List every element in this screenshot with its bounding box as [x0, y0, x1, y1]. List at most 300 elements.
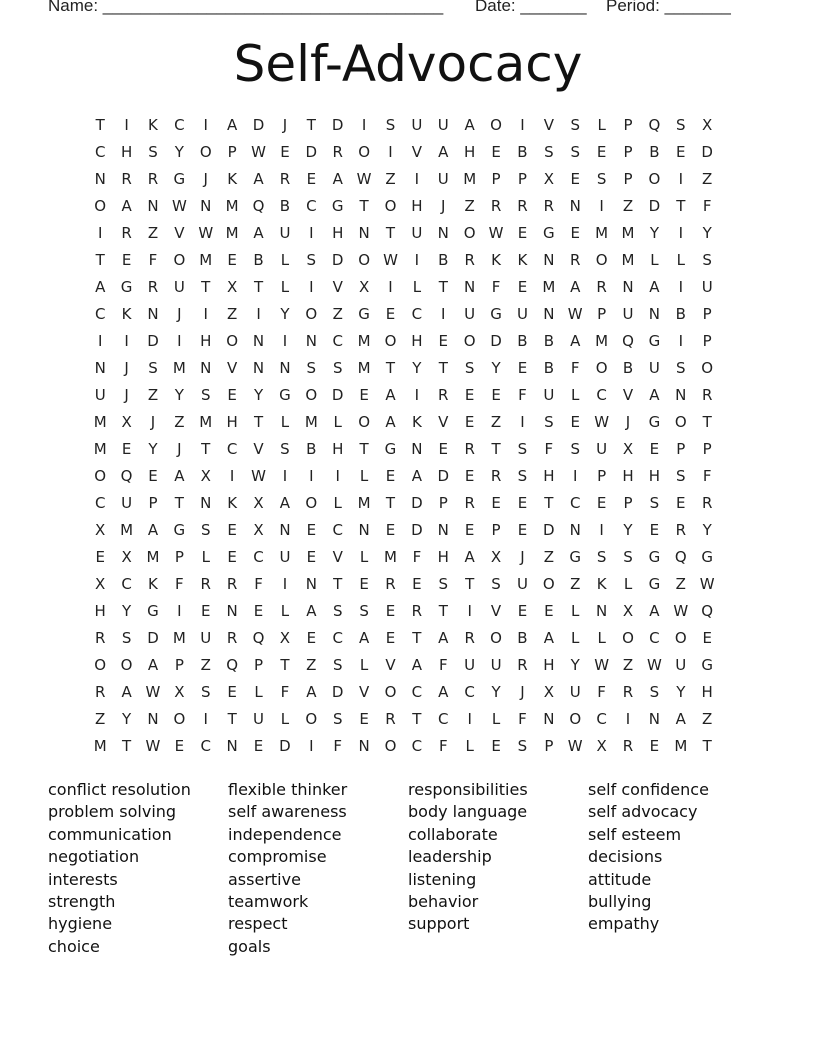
- grid-letter[interactable]: X: [121, 548, 132, 566]
- grid-letter[interactable]: H: [648, 467, 661, 485]
- grid-letter[interactable]: Z: [200, 656, 211, 674]
- grid-letter[interactable]: I: [309, 224, 314, 242]
- grid-letter[interactable]: N: [543, 305, 555, 323]
- grid-letter[interactable]: N: [147, 305, 159, 323]
- grid-letter[interactable]: I: [678, 224, 683, 242]
- grid-letter[interactable]: E: [227, 386, 237, 404]
- grid-letter[interactable]: Y: [702, 521, 712, 539]
- grid-letter[interactable]: D: [147, 629, 159, 647]
- grid-letter[interactable]: N: [464, 278, 476, 296]
- grid-letter[interactable]: Q: [648, 116, 661, 134]
- grid-letter[interactable]: M: [120, 521, 134, 539]
- grid-letter[interactable]: L: [280, 413, 290, 431]
- grid-letter[interactable]: S: [676, 359, 686, 377]
- grid-letter[interactable]: E: [227, 521, 237, 539]
- grid-letter[interactable]: C: [94, 143, 106, 161]
- grid-letter[interactable]: R: [438, 386, 449, 404]
- grid-letter[interactable]: G: [173, 170, 186, 188]
- grid-letter[interactable]: U: [596, 440, 608, 458]
- grid-letter[interactable]: N: [200, 494, 212, 512]
- grid-letter[interactable]: I: [124, 332, 129, 350]
- grid-letter[interactable]: L: [333, 494, 342, 512]
- grid-letter[interactable]: F: [175, 575, 184, 593]
- grid-letter[interactable]: N: [147, 197, 159, 215]
- grid-letter[interactable]: S: [332, 602, 343, 620]
- grid-letter[interactable]: K: [491, 251, 501, 269]
- grid-letter[interactable]: Z: [622, 656, 634, 674]
- grid-letter[interactable]: T: [201, 278, 211, 296]
- grid-letter[interactable]: J: [441, 197, 446, 215]
- grid-letter[interactable]: A: [438, 629, 449, 647]
- grid-letter[interactable]: X: [253, 494, 264, 512]
- grid-letter[interactable]: S: [491, 575, 501, 593]
- grid-letter[interactable]: S: [517, 737, 528, 755]
- grid-letter[interactable]: R: [147, 278, 159, 296]
- grid-letter[interactable]: R: [121, 170, 132, 188]
- grid-letter[interactable]: H: [464, 143, 476, 161]
- grid-letter[interactable]: C: [411, 683, 423, 701]
- grid-letter[interactable]: E: [227, 548, 237, 566]
- grid-letter[interactable]: W: [594, 413, 610, 431]
- grid-letter[interactable]: W: [594, 656, 610, 674]
- grid-letter[interactable]: H: [411, 197, 423, 215]
- grid-letter[interactable]: T: [412, 629, 422, 647]
- grid-letter[interactable]: A: [121, 197, 132, 215]
- grid-letter[interactable]: U: [121, 494, 133, 512]
- grid-letter[interactable]: I: [203, 116, 208, 134]
- grid-letter[interactable]: M: [93, 737, 107, 755]
- grid-letter[interactable]: U: [437, 116, 449, 134]
- grid-letter[interactable]: I: [309, 737, 314, 755]
- grid-letter[interactable]: K: [121, 305, 132, 323]
- grid-letter[interactable]: G: [331, 197, 344, 215]
- grid-letter[interactable]: I: [309, 278, 314, 296]
- grid-letter[interactable]: I: [520, 413, 525, 431]
- grid-letter[interactable]: I: [97, 224, 103, 242]
- grid-letter[interactable]: O: [674, 629, 687, 647]
- grid-letter[interactable]: E: [438, 440, 449, 458]
- grid-letter[interactable]: V: [358, 683, 370, 701]
- grid-letter[interactable]: O: [358, 413, 370, 431]
- grid-letter[interactable]: O: [595, 359, 608, 377]
- grid-letter[interactable]: L: [597, 629, 606, 647]
- grid-letter[interactable]: V: [253, 440, 264, 458]
- grid-letter[interactable]: Y: [174, 386, 184, 404]
- grid-letter[interactable]: B: [517, 332, 528, 350]
- grid-letter[interactable]: S: [570, 143, 580, 161]
- grid-letter[interactable]: C: [649, 629, 660, 647]
- grid-letter[interactable]: A: [253, 224, 264, 242]
- grid-letter[interactable]: Q: [674, 548, 687, 566]
- grid-letter[interactable]: B: [517, 143, 528, 161]
- grid-letter[interactable]: E: [464, 386, 475, 404]
- grid-letter[interactable]: A: [227, 116, 238, 134]
- grid-letter[interactable]: I: [678, 170, 683, 188]
- grid-letter[interactable]: M: [357, 494, 371, 512]
- grid-letter[interactable]: N: [252, 359, 265, 377]
- grid-letter[interactable]: P: [623, 143, 633, 161]
- grid-letter[interactable]: V: [385, 656, 396, 674]
- grid-letter[interactable]: G: [569, 548, 582, 566]
- grid-letter[interactable]: N: [411, 440, 423, 458]
- grid-letter[interactable]: E: [359, 710, 369, 728]
- grid-letter[interactable]: N: [358, 521, 370, 539]
- name-field[interactable]: Name: ____________________________________: [48, 0, 444, 15]
- grid-letter[interactable]: T: [702, 413, 712, 431]
- grid-letter[interactable]: W: [646, 656, 662, 674]
- grid-letter[interactable]: K: [227, 170, 238, 188]
- grid-letter[interactable]: S: [200, 521, 211, 539]
- grid-letter[interactable]: X: [490, 548, 502, 566]
- grid-letter[interactable]: S: [517, 467, 528, 485]
- grid-letter[interactable]: T: [385, 224, 396, 242]
- grid-letter[interactable]: E: [517, 224, 528, 242]
- grid-letter[interactable]: E: [570, 413, 580, 431]
- grid-letter[interactable]: S: [332, 710, 343, 728]
- grid-letter[interactable]: R: [701, 386, 713, 404]
- grid-letter[interactable]: A: [174, 467, 185, 485]
- grid-letter[interactable]: F: [544, 440, 554, 458]
- grid-letter[interactable]: X: [622, 602, 634, 620]
- grid-letter[interactable]: N: [437, 521, 449, 539]
- grid-letter[interactable]: O: [384, 197, 397, 215]
- grid-letter[interactable]: X: [174, 683, 185, 701]
- grid-letter[interactable]: H: [543, 467, 555, 485]
- grid-letter[interactable]: Z: [147, 224, 159, 242]
- grid-letter[interactable]: P: [702, 305, 712, 323]
- grid-letter[interactable]: E: [649, 737, 660, 755]
- grid-letter[interactable]: A: [332, 170, 343, 188]
- grid-letter[interactable]: P: [174, 656, 184, 674]
- grid-letter[interactable]: X: [358, 278, 370, 296]
- grid-letter[interactable]: E: [438, 332, 449, 350]
- grid-letter[interactable]: R: [94, 683, 106, 701]
- grid-letter[interactable]: U: [279, 224, 291, 242]
- grid-letter[interactable]: F: [518, 386, 527, 404]
- grid-letter[interactable]: L: [571, 602, 580, 620]
- grid-letter[interactable]: R: [385, 575, 396, 593]
- grid-letter[interactable]: I: [520, 116, 525, 134]
- grid-letter[interactable]: E: [95, 548, 105, 566]
- grid-letter[interactable]: S: [623, 548, 633, 566]
- grid-letter[interactable]: N: [226, 737, 238, 755]
- grid-letter[interactable]: P: [491, 521, 501, 539]
- grid-letter[interactable]: V: [411, 143, 423, 161]
- grid-letter[interactable]: Z: [227, 305, 238, 323]
- grid-letter[interactable]: W: [567, 305, 583, 323]
- grid-letter[interactable]: V: [543, 116, 554, 134]
- grid-letter[interactable]: M: [93, 440, 107, 458]
- grid-letter[interactable]: E: [148, 467, 158, 485]
- grid-letter[interactable]: L: [359, 656, 369, 674]
- grid-letter[interactable]: E: [306, 521, 317, 539]
- grid-letter[interactable]: U: [622, 305, 634, 323]
- grid-letter[interactable]: K: [148, 575, 158, 593]
- grid-letter[interactable]: E: [517, 494, 528, 512]
- grid-letter[interactable]: P: [544, 737, 554, 755]
- grid-letter[interactable]: E: [517, 278, 528, 296]
- grid-letter[interactable]: D: [147, 332, 159, 350]
- grid-letter[interactable]: M: [172, 359, 186, 377]
- grid-letter[interactable]: E: [253, 737, 264, 755]
- grid-letter[interactable]: L: [280, 710, 290, 728]
- grid-letter[interactable]: D: [701, 143, 713, 161]
- grid-letter[interactable]: C: [438, 710, 449, 728]
- grid-letter[interactable]: A: [543, 629, 554, 647]
- grid-letter[interactable]: M: [199, 251, 213, 269]
- grid-letter[interactable]: G: [358, 305, 370, 323]
- grid-letter[interactable]: U: [279, 548, 291, 566]
- grid-letter[interactable]: N: [147, 710, 159, 728]
- grid-letter[interactable]: P: [254, 656, 264, 674]
- grid-letter[interactable]: P: [702, 440, 712, 458]
- grid-letter[interactable]: C: [411, 737, 423, 755]
- grid-letter[interactable]: Y: [122, 602, 132, 620]
- grid-letter[interactable]: G: [648, 575, 661, 593]
- grid-letter[interactable]: D: [331, 251, 344, 269]
- grid-letter[interactable]: J: [625, 413, 631, 431]
- grid-letter[interactable]: Y: [676, 683, 686, 701]
- grid-letter[interactable]: I: [573, 467, 578, 485]
- grid-letter[interactable]: H: [332, 440, 344, 458]
- grid-letter[interactable]: E: [517, 359, 528, 377]
- grid-letter[interactable]: E: [544, 602, 554, 620]
- grid-letter[interactable]: V: [332, 548, 343, 566]
- grid-letter[interactable]: A: [385, 386, 396, 404]
- grid-letter[interactable]: P: [227, 143, 237, 161]
- grid-letter[interactable]: N: [226, 602, 238, 620]
- grid-letter[interactable]: W: [171, 197, 187, 215]
- grid-letter[interactable]: V: [332, 278, 343, 296]
- grid-letter[interactable]: I: [625, 710, 631, 728]
- grid-letter[interactable]: G: [384, 440, 397, 458]
- grid-letter[interactable]: B: [279, 197, 291, 215]
- grid-letter[interactable]: M: [595, 332, 609, 350]
- grid-letter[interactable]: F: [597, 683, 606, 701]
- grid-letter[interactable]: B: [517, 629, 528, 647]
- grid-letter[interactable]: J: [520, 548, 525, 566]
- grid-letter[interactable]: V: [174, 224, 185, 242]
- grid-letter[interactable]: T: [359, 197, 369, 215]
- grid-letter[interactable]: E: [676, 494, 686, 512]
- grid-letter[interactable]: Y: [174, 143, 184, 161]
- grid-letter[interactable]: T: [438, 602, 448, 620]
- grid-letter[interactable]: E: [359, 386, 369, 404]
- grid-letter[interactable]: L: [597, 116, 606, 134]
- grid-letter[interactable]: T: [95, 251, 105, 269]
- grid-letter[interactable]: C: [569, 494, 581, 512]
- grid-letter[interactable]: D: [279, 737, 291, 755]
- grid-letter[interactable]: A: [649, 602, 660, 620]
- grid-letter[interactable]: A: [649, 386, 660, 404]
- grid-letter[interactable]: L: [333, 413, 342, 431]
- grid-letter[interactable]: C: [306, 197, 317, 215]
- grid-letter[interactable]: E: [491, 737, 501, 755]
- grid-letter[interactable]: O: [701, 359, 714, 377]
- grid-letter[interactable]: F: [491, 278, 501, 296]
- grid-letter[interactable]: S: [306, 359, 317, 377]
- grid-letter[interactable]: A: [147, 656, 159, 674]
- grid-letter[interactable]: E: [385, 629, 396, 647]
- grid-letter[interactable]: E: [121, 251, 132, 269]
- grid-letter[interactable]: M: [357, 332, 371, 350]
- grid-letter[interactable]: T: [438, 359, 448, 377]
- grid-letter[interactable]: E: [464, 413, 475, 431]
- grid-letter[interactable]: P: [623, 170, 633, 188]
- grid-letter[interactable]: H: [200, 332, 212, 350]
- grid-letter[interactable]: I: [282, 332, 288, 350]
- grid-letter[interactable]: N: [569, 521, 581, 539]
- grid-letter[interactable]: N: [279, 359, 291, 377]
- grid-letter[interactable]: V: [622, 386, 634, 404]
- grid-letter[interactable]: F: [280, 683, 290, 701]
- grid-letter[interactable]: W: [251, 467, 266, 485]
- grid-letter[interactable]: H: [701, 683, 713, 701]
- grid-letter[interactable]: D: [305, 143, 318, 161]
- grid-letter[interactable]: E: [201, 602, 211, 620]
- grid-letter[interactable]: Z: [147, 386, 159, 404]
- grid-letter[interactable]: R: [200, 575, 211, 593]
- grid-letter[interactable]: Z: [306, 656, 317, 674]
- grid-letter[interactable]: S: [121, 629, 132, 647]
- grid-letter[interactable]: Z: [622, 197, 634, 215]
- grid-letter[interactable]: X: [200, 467, 211, 485]
- grid-letter[interactable]: E: [596, 494, 607, 512]
- grid-letter[interactable]: Q: [120, 467, 133, 485]
- grid-letter[interactable]: H: [226, 413, 238, 431]
- grid-letter[interactable]: I: [467, 602, 472, 620]
- grid-letter[interactable]: U: [437, 170, 449, 188]
- grid-letter[interactable]: Y: [491, 359, 501, 377]
- grid-letter[interactable]: L: [650, 251, 659, 269]
- period-field[interactable]: Period: _______: [606, 0, 731, 15]
- grid-letter[interactable]: U: [701, 278, 713, 296]
- grid-letter[interactable]: Z: [570, 575, 581, 593]
- grid-letter[interactable]: E: [121, 440, 132, 458]
- grid-letter[interactable]: F: [702, 467, 712, 485]
- grid-letter[interactable]: W: [145, 683, 161, 701]
- grid-letter[interactable]: C: [464, 683, 475, 701]
- grid-letter[interactable]: O: [305, 710, 318, 728]
- grid-letter[interactable]: K: [596, 575, 607, 593]
- grid-letter[interactable]: R: [94, 629, 106, 647]
- grid-letter[interactable]: N: [358, 737, 370, 755]
- grid-letter[interactable]: H: [543, 656, 555, 674]
- grid-letter[interactable]: T: [201, 440, 211, 458]
- grid-letter[interactable]: X: [95, 575, 106, 593]
- grid-letter[interactable]: I: [282, 467, 288, 485]
- grid-letter[interactable]: G: [147, 602, 159, 620]
- grid-letter[interactable]: S: [702, 251, 712, 269]
- grid-letter[interactable]: Z: [490, 413, 502, 431]
- grid-letter[interactable]: L: [571, 629, 580, 647]
- grid-letter[interactable]: S: [385, 116, 396, 134]
- grid-letter[interactable]: Z: [95, 710, 106, 728]
- grid-letter[interactable]: S: [280, 440, 290, 458]
- grid-letter[interactable]: E: [385, 521, 396, 539]
- grid-letter[interactable]: U: [411, 116, 423, 134]
- grid-letter[interactable]: O: [569, 710, 582, 728]
- grid-letter[interactable]: D: [331, 386, 344, 404]
- grid-letter[interactable]: R: [411, 602, 423, 620]
- grid-letter[interactable]: Q: [252, 629, 265, 647]
- grid-letter[interactable]: O: [490, 116, 502, 134]
- grid-letter[interactable]: G: [701, 656, 713, 674]
- grid-letter[interactable]: L: [465, 737, 474, 755]
- grid-letter[interactable]: F: [148, 251, 158, 269]
- grid-letter[interactable]: A: [464, 548, 475, 566]
- grid-letter[interactable]: Z: [385, 170, 396, 188]
- grid-letter[interactable]: S: [676, 467, 686, 485]
- grid-letter[interactable]: X: [227, 278, 238, 296]
- grid-letter[interactable]: B: [649, 143, 660, 161]
- grid-letter[interactable]: G: [701, 548, 713, 566]
- grid-letter[interactable]: M: [595, 224, 609, 242]
- grid-letter[interactable]: P: [623, 116, 633, 134]
- grid-letter[interactable]: N: [200, 197, 212, 215]
- grid-letter[interactable]: O: [305, 305, 318, 323]
- grid-letter[interactable]: T: [702, 737, 712, 755]
- grid-letter[interactable]: X: [543, 683, 554, 701]
- grid-letter[interactable]: I: [678, 332, 683, 350]
- grid-letter[interactable]: G: [173, 521, 186, 539]
- grid-letter[interactable]: T: [253, 278, 264, 296]
- grid-letter[interactable]: V: [227, 359, 238, 377]
- grid-letter[interactable]: M: [225, 197, 239, 215]
- grid-letter[interactable]: R: [385, 710, 396, 728]
- grid-letter[interactable]: S: [570, 116, 580, 134]
- grid-letter[interactable]: U: [411, 224, 423, 242]
- grid-letter[interactable]: Y: [412, 359, 422, 377]
- grid-letter[interactable]: M: [384, 548, 397, 566]
- grid-letter[interactable]: U: [569, 683, 581, 701]
- grid-letter[interactable]: R: [464, 440, 475, 458]
- grid-letter[interactable]: P: [623, 494, 633, 512]
- grid-letter[interactable]: N: [305, 575, 317, 593]
- grid-letter[interactable]: G: [490, 305, 502, 323]
- grid-letter[interactable]: R: [543, 197, 555, 215]
- grid-letter[interactable]: D: [411, 521, 423, 539]
- grid-letter[interactable]: I: [282, 575, 288, 593]
- grid-letter[interactable]: P: [676, 440, 686, 458]
- grid-letter[interactable]: S: [464, 359, 475, 377]
- grid-letter[interactable]: E: [676, 143, 686, 161]
- grid-letter[interactable]: F: [702, 197, 712, 215]
- grid-letter[interactable]: Y: [148, 440, 158, 458]
- grid-letter[interactable]: B: [438, 251, 449, 269]
- grid-letter[interactable]: T: [174, 494, 184, 512]
- grid-letter[interactable]: T: [412, 710, 422, 728]
- grid-letter[interactable]: U: [464, 656, 476, 674]
- grid-letter[interactable]: E: [570, 224, 580, 242]
- grid-letter[interactable]: S: [544, 143, 554, 161]
- grid-letter[interactable]: J: [124, 386, 129, 404]
- grid-letter[interactable]: Z: [332, 305, 343, 323]
- grid-letter[interactable]: E: [385, 305, 396, 323]
- grid-letter[interactable]: P: [491, 170, 501, 188]
- grid-letter[interactable]: O: [173, 251, 186, 269]
- grid-letter[interactable]: X: [253, 521, 264, 539]
- grid-letter[interactable]: L: [412, 278, 422, 296]
- grid-letter[interactable]: I: [599, 521, 604, 539]
- grid-letter[interactable]: Q: [226, 656, 239, 674]
- grid-letter[interactable]: M: [304, 413, 318, 431]
- grid-letter[interactable]: S: [570, 440, 580, 458]
- grid-letter[interactable]: X: [95, 521, 106, 539]
- grid-letter[interactable]: D: [252, 116, 265, 134]
- grid-letter[interactable]: O: [120, 656, 133, 674]
- grid-letter[interactable]: Y: [623, 521, 633, 539]
